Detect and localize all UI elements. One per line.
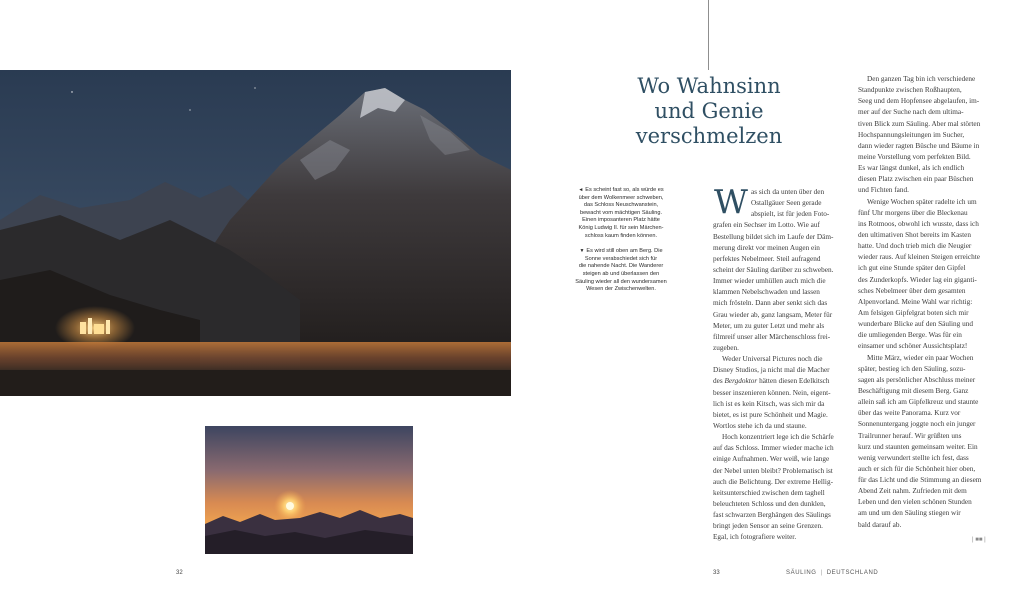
- text-line: mich frösteln. Dann aber senkt sich das: [713, 299, 828, 308]
- text-line: Mitte März, wieder ein paar Wochen: [867, 353, 974, 362]
- running-head: [786, 570, 878, 576]
- text-line: Sonnenuntergang joggte noch ein junger: [858, 420, 976, 429]
- text-line: merung direkt vor meinen Augen ein: [713, 243, 820, 252]
- text-line: lich ist es kein Kitsch, was sich mir da: [713, 399, 825, 408]
- text-line: des Bergdoktor hätten diesen Edelkitsch: [713, 377, 830, 386]
- text-line: Seeg und dem Hopfensee abgelaufen, im-: [858, 97, 980, 106]
- column-1-text: [713, 220, 851, 543]
- photo-sunset-mountains: [205, 426, 413, 554]
- text-line: fünf Uhr morgens über die Bleckenau: [858, 208, 968, 217]
- text-line: Grau wieder ab, ganz langsam, Meter für: [713, 310, 833, 319]
- text-line: die umliegenden Berge. Was für ein: [858, 331, 962, 340]
- text-line: grafen ein Sechser im Lotto. Wie auf: [713, 221, 820, 230]
- text-line: Bestellung bildet sich im Laufe der Däm-: [713, 232, 834, 241]
- text-line: Am felsigen Gipfelgrat boten sich mir: [858, 308, 969, 317]
- caption-line: über dem Wolkenmeer schweben,: [578, 194, 664, 201]
- text-line: auch er sich für die Schönheit hier oben,: [858, 464, 976, 473]
- text-line: hatte. Und doch trieb mich die Neugier: [858, 242, 972, 251]
- article-headline: [632, 74, 786, 149]
- text-line: Disney Studios, ja nicht mal die Macher: [713, 366, 830, 375]
- text-line: Beschäftigung mit diesem Berg. Ganz: [858, 386, 969, 395]
- caption-line: Einen imposanteren Platz hätte: [582, 217, 660, 224]
- page-marker: | ■■ |: [972, 537, 986, 543]
- text-line: Es war längst dunkel, als ich endlich: [858, 164, 965, 173]
- text-line: am und um den Säuling stiegen wir: [858, 509, 961, 518]
- running-head-separator: |: [820, 570, 823, 576]
- text-line: scheint der Säuling darüber zu schweben.: [713, 265, 834, 274]
- text-line: as sich da unten über den: [751, 188, 825, 196]
- text-line: Abend Zeit nahm. Zufrieden mit dem: [858, 487, 967, 496]
- text-line: wunderbare Blicke auf den Säuling und: [858, 320, 973, 329]
- text-line: allein saß ich am Gipfelkreuz und staunte: [858, 398, 979, 407]
- drop-cap: W: [714, 182, 748, 221]
- text-line: klammen Nebelschwaden und lassen: [713, 288, 820, 297]
- arrow-left-icon: ◄: [578, 187, 584, 193]
- text-line: kurz und staunten gemeinsam weiter. Ein: [858, 442, 978, 451]
- text-line: meine Vorstellung vom perfekten Bild.: [858, 152, 971, 161]
- text-line: Weder Universal Pictures noch die: [722, 355, 823, 364]
- text-line: Leben und den vielen schönen Stunden: [858, 498, 972, 507]
- text-line: Ostallgäuer Seen gerade: [751, 199, 822, 208]
- running-head-country: DEUTSCHLAND: [826, 570, 879, 576]
- caption-line: Es scheint fast so, als würde es: [585, 187, 664, 193]
- text-line: auf das Schloss. Immer wieder mache ich: [713, 444, 834, 453]
- caption-line: Es wird still oben am Berg. Die: [586, 248, 663, 255]
- text-line: Hochspannungsleitungen im Sucher,: [858, 130, 965, 139]
- gutter-rule: [708, 0, 709, 70]
- text-line: und Fichten fand.: [858, 186, 909, 195]
- page-number-left: 32: [176, 570, 183, 576]
- text-line: dann wieder ragten Büsche und Bäume in: [858, 141, 980, 150]
- text-line: der Nebel unten bleibt? Problematisch ist: [713, 466, 833, 475]
- running-head-location: SÄULING: [786, 570, 817, 576]
- text-line: den ultimativen Shot bereits im Kasten: [858, 230, 971, 239]
- text-line: perfektes Nebelmeer. Steil aufragend: [713, 254, 821, 263]
- text-line: einige Aufnahmen. Wer weiß, wie lange: [713, 455, 830, 464]
- text-line: bald darauf ab.: [858, 520, 902, 529]
- text-line: Wortlos stehe ich da und staune.: [713, 421, 807, 430]
- photo-neuschwanstein-night: [0, 70, 511, 396]
- text-line: später, bestieg ich den Säuling, sozu-: [858, 364, 966, 373]
- text-line: des Zunderkopfs. Wieder lag ein giganti-: [858, 275, 977, 284]
- text-line: fast schwarzen Berghängen des Säulings: [713, 511, 831, 520]
- caption-line: steigen ab und überlassen den: [582, 270, 660, 277]
- text-line: mer auf der Suche nach dem ultima-: [858, 108, 964, 117]
- text-line: Egal, ich fotografiere weiter.: [713, 533, 797, 542]
- caption-main-photo: [565, 187, 677, 240]
- text-line: wenig verwundert stellte ich fest, dass: [858, 453, 969, 462]
- text-line: Hoch konzentriert lege ich die Schärfe: [722, 433, 834, 442]
- text-line: über das weite Panorama. Kurz vor: [858, 409, 961, 418]
- show-title: Bergdoktor: [724, 377, 758, 386]
- text-line: auch die Belichtung. Der extreme Hellig-: [713, 477, 833, 486]
- text-line: abspielt, ist für jeden Foto-: [751, 210, 830, 219]
- text-line: Trailrunner herauf. Wir grüßten uns: [858, 431, 962, 440]
- dropcap-paragraph-start: [713, 182, 851, 221]
- text-line: Standpunkte zwischen Roßhaupten,: [858, 86, 962, 95]
- text-line: tiven Blick zum Säuling. Aber mal störten: [858, 119, 981, 128]
- text-line: ins Rotmoos, obwohl ich wusste, dass ich: [858, 219, 979, 228]
- caption-line: die nahende Nacht. Die Wanderer: [578, 263, 664, 270]
- caption-sunset-photo: [565, 248, 677, 294]
- caption-line: Säuling wieder all den wundersamen: [575, 278, 667, 285]
- text-line: zugeben.: [713, 343, 739, 352]
- text-line: Meter, um zu guter Letzt und mehr als: [713, 321, 825, 330]
- caption-line: schloss kaum finden können.: [584, 232, 658, 239]
- text-line: bringt jeden Sensor an seine Grenzen.: [713, 522, 823, 531]
- photo-captions: [565, 187, 677, 302]
- text-line: Den ganzen Tag bin ich verschiedene: [867, 75, 976, 83]
- body-column-2: [858, 74, 996, 531]
- text-line: einsamer und schöner Aussichtsplatz!: [858, 342, 968, 351]
- body-column-1: [713, 182, 851, 544]
- headline-line: Wo Wahnsinn: [637, 74, 781, 98]
- text-line: beleuchteten Schloss und den dunklen,: [713, 499, 826, 508]
- text-line: diesen Platz zwischen ein paar Büschen: [858, 175, 974, 184]
- text-line: sagen als persönlicher Abschluss meiner: [858, 375, 976, 384]
- text-line: Alpenvorland. Meine Wahl war richtig:: [858, 297, 973, 306]
- caption-line: Sonne verabschiedet sich für: [584, 255, 658, 262]
- caption-line: bewacht vom mächtigen Säuling.: [579, 209, 663, 216]
- text-line: besser inszenieren können. Nein, eigent-: [713, 388, 831, 397]
- arrow-down-icon: ▼: [579, 248, 585, 255]
- headline-line: verschmelzen: [635, 124, 783, 148]
- text-line: Immer wieder umhüllen auch mich die: [713, 277, 826, 286]
- headline-line: und Genie: [654, 99, 764, 123]
- column-2-text: [858, 74, 996, 531]
- text-line: ich gut eine Stunde später den Gipfel: [858, 264, 966, 273]
- text-line: bietet, es ist pure Schönheit und Magie.: [713, 410, 828, 419]
- caption-line: Wesen der Zwischenwelten.: [586, 286, 656, 293]
- text-line: keitsunterschied zwischen dem taghell: [713, 488, 825, 497]
- text-line: wieder raus. Auf kleinen Steigen erreichte: [858, 253, 980, 262]
- text-line: filmreif unser aller Märchenschloss frei-: [713, 332, 831, 341]
- caption-line: König Ludwig II. für sein Märchen-: [578, 224, 664, 231]
- caption-line: das Schloss Neuschwanstein,: [583, 202, 659, 209]
- text-line: Wenige Wochen später radelte ich um: [867, 197, 977, 206]
- text-line: für das Licht und die Stimmung an diesem: [858, 476, 982, 485]
- text-line: sches Nebelmeer über dem gesamten: [858, 286, 966, 295]
- page-number-right: 33: [713, 570, 720, 576]
